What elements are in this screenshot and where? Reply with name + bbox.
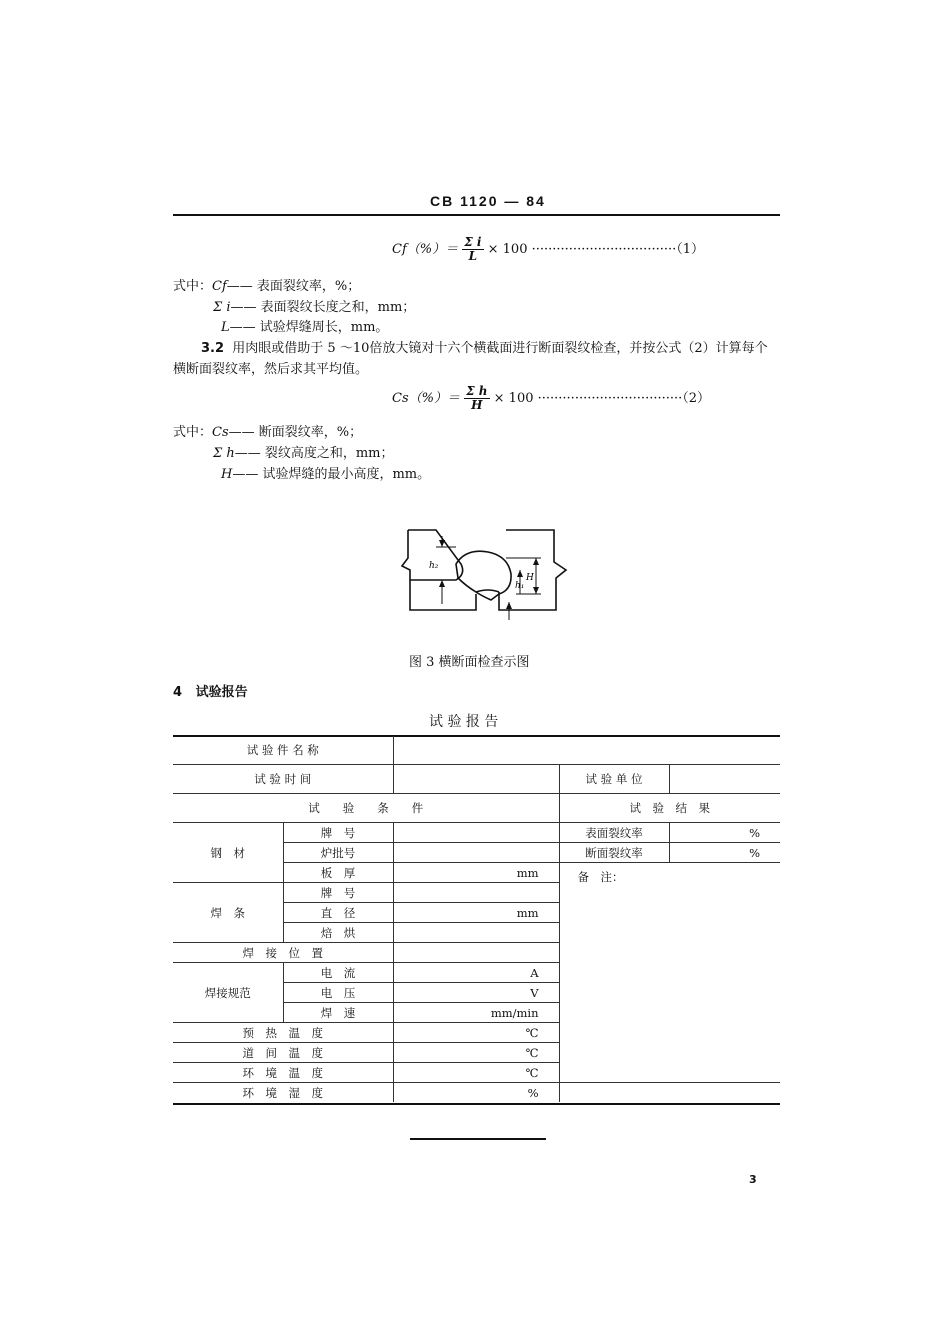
label-H: H: [526, 573, 534, 583]
preheat-temp-unit: ℃: [393, 1023, 559, 1043]
formula-1-lhs: Cf（%）＝: [392, 242, 459, 257]
formula-2-fraction: [464, 385, 489, 412]
where-2-text-2: —— 裂纹高度之和，mm；: [234, 446, 394, 461]
where-2-text-1: —— 断面裂纹率，%；: [228, 425, 363, 440]
surface-crack-rate-label: 表面裂纹率: [559, 823, 669, 843]
steel-label: 钢 材: [173, 823, 283, 883]
clause-3-2-number: 3.2: [201, 341, 225, 356]
report-title: 试 验 报 告: [429, 714, 499, 730]
steel-batch-value: [393, 843, 559, 863]
ambient-humidity-unit: %: [393, 1083, 559, 1103]
welding-speed-label: 焊 速: [283, 1003, 393, 1023]
ambient-temp-label: 环 境 温 度: [173, 1063, 393, 1083]
test-unit-label: 试 验 单 位: [559, 765, 669, 794]
page-number: 3: [749, 1173, 757, 1186]
test-unit-value: [669, 765, 780, 794]
where-1-line-1: [173, 279, 360, 295]
voltage-label: 电 压: [283, 983, 393, 1003]
test-conditions-header: 试 验 条 件: [173, 794, 559, 823]
where-2-symbol-2: Σ h: [213, 446, 235, 461]
plate-thickness-unit: mm: [393, 863, 559, 883]
specimen-name-value: [393, 736, 780, 765]
where-1-prefix: 式中：: [173, 279, 213, 294]
formula-2-denominator: H: [471, 398, 483, 412]
doc-code-header: CB 1120 — 84: [430, 193, 546, 209]
formula-1-fraction: [462, 236, 483, 263]
test-results-header: 试 验 结 果: [559, 794, 780, 823]
where-2-line-3: [221, 467, 430, 483]
formula-1-numerator: Σ i: [464, 235, 482, 249]
ambient-temp-unit: ℃: [393, 1063, 559, 1083]
current-label: 电 流: [283, 963, 393, 983]
remarks-label: 备 注：: [577, 870, 624, 884]
right-plate-outline: [499, 530, 566, 610]
surface-crack-rate-unit: %: [669, 823, 780, 843]
formula-1: [392, 236, 704, 263]
end-rule: [410, 1138, 546, 1140]
section-4-number: 4: [173, 685, 183, 700]
test-time-value: [393, 765, 559, 794]
formula-2-rhs: × 100 ···································（2）: [493, 391, 711, 406]
electrode-baking-value: [393, 923, 559, 943]
electrode-diameter-label: 直 径: [283, 903, 393, 923]
where-2-symbol-3: H: [221, 467, 233, 482]
welding-position-value: [393, 943, 559, 963]
table-bottom-rule: [173, 1103, 780, 1105]
where-1-text-1: —— 表面裂纹率，%；: [226, 279, 361, 294]
formula-2-numerator: Σ h: [466, 384, 488, 398]
header-rule: [173, 214, 780, 216]
electrode-label: 焊 条: [173, 883, 283, 943]
where-1-symbol-3: L: [221, 320, 230, 335]
steel-grade-value: [393, 823, 559, 843]
section-4-heading: [173, 685, 248, 701]
where-1-symbol-1: Cf: [212, 279, 227, 294]
section-4-title: 试验报告: [195, 685, 248, 700]
remarks-tail: [559, 1083, 780, 1103]
formula-1-denominator: L: [468, 249, 478, 263]
current-unit: A: [393, 963, 559, 983]
where-2-line-1: [173, 425, 362, 441]
where-1-text-2: —— 表面裂纹长度之和，mm；: [230, 300, 416, 315]
where-2-text-3: —— 试验焊缝的最小高度，mm。: [232, 467, 431, 482]
test-report-table: [173, 736, 780, 1102]
welding-position-label: 焊 接 位 置: [173, 943, 393, 963]
clause-3-2-line-1: [201, 341, 768, 357]
plate-thickness-label: 板 厚: [283, 863, 393, 883]
where-2-prefix: 式中：: [173, 425, 213, 440]
clause-3-2-text-1: 用肉眼或借助于 5 ～10倍放大镜对十六个横截面进行断面裂纹检查，并按公式（2）计算每个: [232, 341, 768, 356]
cross-section-diagram: [396, 522, 576, 622]
interpass-temp-label: 道 间 温 度: [173, 1043, 393, 1063]
electrode-grade-label: 牌 号: [283, 883, 393, 903]
figure-caption: 图 3 横断面检查示图: [409, 655, 530, 670]
steel-batch-label: 炉批号: [283, 843, 393, 863]
welding-spec-label: 焊接规范: [173, 963, 283, 1023]
electrode-baking-label: 焙 烘: [283, 923, 393, 943]
where-1-line-3: [221, 320, 388, 336]
where-2-symbol-1: Cs: [212, 425, 229, 440]
formula-2: [392, 385, 710, 412]
where-1-symbol-2: Σ i: [213, 300, 231, 315]
label-h2: h₂: [429, 561, 439, 571]
steel-grade-label: 牌 号: [283, 823, 393, 843]
weld-bead: [456, 551, 511, 600]
specimen-name-label: 试 验 件 名 称: [173, 736, 393, 765]
formula-2-lhs: Cs（%）＝: [392, 391, 460, 406]
voltage-unit: V: [393, 983, 559, 1003]
electrode-grade-value: [393, 883, 559, 903]
electrode-diameter-unit: mm: [393, 903, 559, 923]
remarks-cell: [559, 863, 780, 1083]
ambient-humidity-label: 环 境 湿 度: [173, 1083, 393, 1103]
where-1-text-3: —— 试验焊缝周长，mm。: [229, 320, 389, 335]
section-crack-rate-unit: %: [669, 843, 780, 863]
formula-1-rhs: × 100 ···································（1）: [487, 242, 705, 257]
where-1-line-2: [213, 300, 415, 316]
label-h1: h₁: [515, 581, 525, 591]
interpass-temp-unit: ℃: [393, 1043, 559, 1063]
preheat-temp-label: 预 热 温 度: [173, 1023, 393, 1043]
where-2-line-2: [213, 446, 394, 462]
section-crack-rate-label: 断面裂纹率: [559, 843, 669, 863]
clause-3-2-line-2: 横断面裂纹率，然后求其平均值。: [173, 362, 369, 377]
welding-speed-unit: mm/min: [393, 1003, 559, 1023]
weld-root-curve: [476, 590, 499, 592]
test-time-label: 试 验 时 间: [173, 765, 393, 794]
left-break-line: [402, 530, 410, 580]
